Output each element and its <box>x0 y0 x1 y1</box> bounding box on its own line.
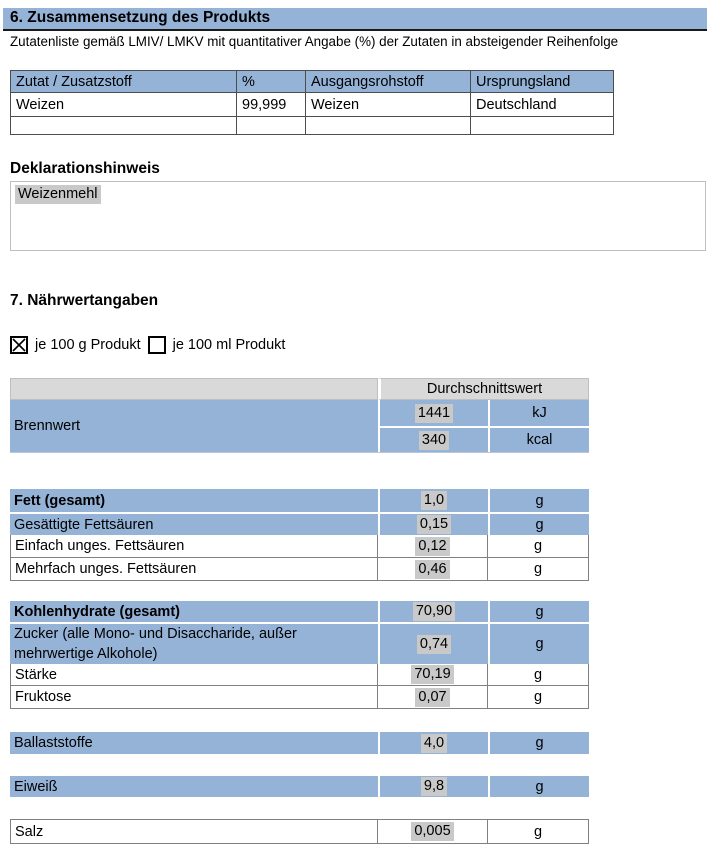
row-salz <box>10 819 589 844</box>
value-field[interactable]: 0,46 <box>415 560 449 579</box>
brennwert-label: Brennwert <box>14 418 81 434</box>
section-6-subtitle: Zutatenliste gemäß LMIV/ LMKV mit quantitativer Angabe (%) der Zutaten in absteigender Reihenfolge <box>10 34 619 49</box>
unit-label: g <box>488 558 589 581</box>
row-staerke <box>10 664 589 686</box>
unit-label: g <box>488 624 589 664</box>
row-label: Fruktose <box>10 686 378 709</box>
unit-label: g <box>488 514 589 535</box>
brennwert-kcal-row <box>378 426 589 452</box>
row-label: Einfach unges. Fettsäuren <box>10 535 378 558</box>
checkbox-per-100ml-label: je 100 ml Produkt <box>172 337 286 353</box>
brennwert-kj-field[interactable]: 1441 <box>415 404 453 423</box>
value-field[interactable]: 0,12 <box>415 537 449 556</box>
row-label: Stärke <box>10 664 378 686</box>
ingredients-table <box>10 70 614 135</box>
value-field[interactable]: 9,8 <box>421 777 447 796</box>
row-label: Salz <box>10 819 378 844</box>
row-label: Ballaststoffe <box>14 735 93 751</box>
unit-label: g <box>488 686 589 709</box>
row-gesaettigte-fettsaeuren <box>10 512 589 535</box>
nutrition-header-empty-cell <box>10 378 378 400</box>
deklarationshinweis-heading: Deklarationshinweis <box>10 160 160 177</box>
cell-ausgangsrohstoff: Weizen <box>306 93 471 117</box>
row-label: Fett (gesamt) <box>14 492 106 509</box>
unit-label: g <box>488 732 589 754</box>
ingredients-header-row <box>11 71 614 93</box>
row-label: Zucker (alle Mono- und Disaccharide, außer mehrwertige Alkohole) <box>14 626 297 662</box>
row-label: Gesättigte Fettsäuren <box>14 516 154 533</box>
nutrition-header-row <box>10 378 589 400</box>
nutrition-table <box>10 378 589 844</box>
brennwert-kj-unit: kJ <box>488 400 589 426</box>
value-field[interactable]: 0,07 <box>415 688 449 707</box>
unit-label: g <box>488 664 589 686</box>
row-fruktose <box>10 686 589 709</box>
row-ballaststoffe <box>10 732 589 754</box>
row-eiweiss <box>10 776 589 797</box>
col-header-ausgangsrohstoff: Ausgangsrohstoff <box>306 71 471 93</box>
col-header-prozent: % <box>237 71 306 93</box>
checkbox-per-100g-label: je 100 g Produkt <box>35 337 141 353</box>
value-field[interactable]: 70,19 <box>411 665 453 684</box>
value-field[interactable]: 0,74 <box>417 635 451 654</box>
section-6-title: 6. Zusammensetzung des Produkts <box>3 8 707 31</box>
row-zucker <box>10 622 589 664</box>
row-einfach-unges-fettsaeuren <box>10 535 589 558</box>
brennwert-kj-row <box>378 400 589 426</box>
brennwert-kcal-field[interactable]: 340 <box>419 431 449 450</box>
cell-zutat: Weizen <box>11 93 237 117</box>
row-fett-gesamt <box>10 489 589 512</box>
value-field[interactable]: 0,15 <box>417 515 451 534</box>
section-7-title: 7. Nährwertangaben <box>10 292 159 309</box>
deklarationshinweis-box <box>10 181 706 251</box>
cell-ausgangsrohstoff <box>306 117 471 135</box>
row-label: Eiweiß <box>14 778 58 795</box>
brennwert-block <box>10 400 589 453</box>
checkbox-per-100ml-icon[interactable] <box>148 336 166 354</box>
col-header-zutat: Zutat / Zusatzstoff <box>11 71 237 93</box>
table-row <box>11 93 614 117</box>
row-kohlenhydrate-gesamt <box>10 601 589 622</box>
cell-prozent <box>237 117 306 135</box>
per-100-selector <box>10 336 709 354</box>
brennwert-values <box>378 400 589 452</box>
brennwert-kcal-unit: kcal <box>488 428 589 452</box>
col-header-ursprungsland: Ursprungsland <box>471 71 614 93</box>
value-field[interactable]: 1,0 <box>421 491 447 510</box>
row-mehrfach-unges-fettsaeuren <box>10 558 589 581</box>
checkbox-per-100g-icon[interactable] <box>10 336 28 354</box>
unit-label: g <box>488 489 589 512</box>
unit-label: g <box>488 601 589 622</box>
x-mark-icon <box>12 338 26 352</box>
unit-label: g <box>488 819 589 844</box>
nutrition-header-title: Durchschnittswert <box>378 378 589 400</box>
row-label: Mehrfach unges. Fettsäuren <box>10 558 378 581</box>
cell-ursprungsland <box>471 117 614 135</box>
row-label: Kohlenhydrate (gesamt) <box>14 603 180 620</box>
unit-label: g <box>488 535 589 558</box>
value-field[interactable]: 4,0 <box>421 734 447 753</box>
cell-ursprungsland: Deutschland <box>471 93 614 117</box>
unit-label: g <box>488 776 589 797</box>
table-row-empty <box>11 117 614 135</box>
cell-prozent: 99,999 <box>237 93 306 117</box>
deklarationshinweis-field[interactable]: Weizenmehl <box>15 185 101 204</box>
value-field[interactable]: 0,005 <box>411 822 453 841</box>
value-field[interactable]: 70,90 <box>413 602 455 621</box>
cell-zutat <box>11 117 237 135</box>
